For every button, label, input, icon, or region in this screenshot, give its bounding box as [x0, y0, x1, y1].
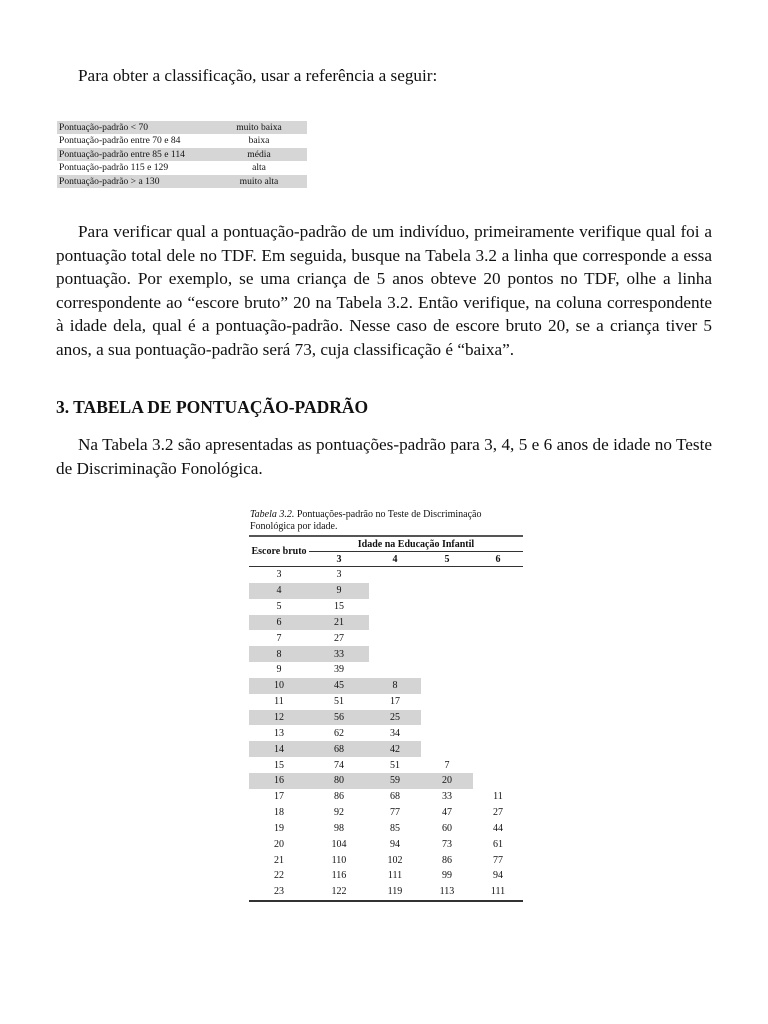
table-row — [249, 852, 523, 868]
reference-range: Pontuação-padrão entre 70 e 84 — [59, 135, 181, 147]
raw-score-cell: 15 — [274, 759, 284, 771]
standard-score-cell — [473, 646, 523, 662]
table-row — [249, 836, 523, 852]
standard-score-cell: 44 — [493, 822, 503, 834]
standard-score-cell — [473, 678, 523, 694]
raw-score-cell: 21 — [274, 854, 284, 866]
standard-score-cell — [421, 662, 473, 678]
standard-score-cell: 21 — [309, 615, 369, 631]
standard-score-cell: 25 — [369, 710, 421, 726]
standard-score-cell: 39 — [334, 664, 344, 676]
table-row — [249, 630, 523, 646]
reference-row — [57, 161, 307, 174]
table-row — [249, 725, 523, 741]
table-caption-label: Tabela 3.2. — [250, 509, 295, 520]
standard-score-cell: 11 — [493, 791, 503, 803]
reference-range: Pontuação-padrão entre 85 e 114 — [59, 148, 185, 160]
standard-score-cell — [369, 646, 421, 662]
standard-score-cell — [369, 599, 421, 615]
raw-score-cell: 20 — [274, 838, 284, 850]
raw-score-cell: 23 — [274, 886, 284, 898]
standard-score-cell: 94 — [390, 838, 400, 850]
raw-score-cell: 6 — [249, 615, 309, 631]
standard-score-cell: 20 — [421, 773, 473, 789]
table-row — [249, 662, 523, 678]
reference-class: baixa — [248, 135, 270, 147]
intro-paragraph: Para obter a classificação, usar a referência a seguir: — [78, 66, 438, 85]
standard-score-cell: 51 — [390, 759, 400, 771]
reference-row — [57, 148, 307, 161]
raw-score-header: Escore bruto — [249, 536, 309, 567]
standard-score-cell — [369, 615, 421, 631]
standard-score-cell: 56 — [309, 710, 369, 726]
standard-score-cell: 77 — [493, 854, 503, 866]
table-row — [249, 868, 523, 884]
standard-score-cell: 119 — [387, 886, 403, 898]
table-row — [249, 805, 523, 821]
reference-class: muito baixa — [236, 122, 282, 133]
raw-score-cell: 4 — [249, 583, 309, 599]
age-group-header: Idade na Educação Infantil — [309, 536, 523, 552]
standard-score-cell: 85 — [390, 822, 400, 834]
age-column-header: 6 — [473, 552, 523, 567]
standard-score-cell: 116 — [331, 870, 347, 882]
reference-class: média — [247, 148, 271, 160]
table-row — [249, 599, 523, 615]
standard-score-cell: 92 — [334, 807, 344, 819]
standard-score-cell: 62 — [334, 727, 344, 739]
classification-reference-table — [57, 121, 307, 188]
raw-score-cell: 22 — [274, 870, 284, 882]
raw-score-cell: 10 — [249, 678, 309, 694]
standard-score-cell — [369, 567, 421, 583]
standard-score-cell: 17 — [390, 696, 400, 708]
standard-score-cell — [369, 583, 421, 599]
standard-score-cell — [369, 630, 421, 646]
standard-score-cell: 122 — [331, 886, 347, 898]
standard-score-cell: 111 — [387, 870, 403, 882]
standard-score-cell — [421, 567, 473, 583]
table-row — [249, 773, 523, 789]
standard-score-cell — [473, 741, 523, 757]
standard-score-cell: 51 — [334, 696, 344, 708]
reference-row — [57, 134, 307, 147]
standard-score-cell: 61 — [493, 838, 503, 850]
raw-score-cell: 17 — [274, 791, 284, 803]
standard-score-cell: 68 — [390, 791, 400, 803]
standard-score-cell: 111 — [490, 886, 506, 898]
standard-score-cell: 34 — [390, 727, 400, 739]
standard-score-cell — [473, 757, 523, 773]
reference-row — [57, 121, 307, 134]
standard-score-cell: 7 — [444, 759, 450, 771]
standard-score-cell — [473, 725, 523, 741]
reference-range: Pontuação-padrão 115 e 129 — [59, 162, 169, 174]
standard-score-cell — [421, 710, 473, 726]
standard-score-cell — [473, 615, 523, 631]
standard-score-cell: 15 — [334, 601, 344, 613]
table-intro-paragraph: Na Tabela 3.2 são apresentadas as pontuações-padrão para 3, 4, 5 e 6 anos de idade no Teste de Discriminação Fonológica. — [56, 435, 712, 478]
raw-score-cell: 8 — [249, 646, 309, 662]
table-row — [249, 694, 523, 710]
raw-score-cell: 13 — [274, 727, 284, 739]
standard-score-cell — [369, 662, 421, 678]
table-row — [249, 710, 523, 726]
standard-score-cell: 27 — [334, 632, 344, 644]
table-row — [249, 583, 523, 599]
standard-score-cell — [421, 678, 473, 694]
raw-score-cell: 3 — [276, 569, 282, 581]
standard-score-cell — [421, 741, 473, 757]
table-caption-text: Pontuações-padrão no Teste de Discriminação Fonológica por idade. — [250, 509, 482, 532]
standard-score-cell: 98 — [334, 822, 344, 834]
standard-score-cell: 102 — [387, 854, 403, 866]
table-caption — [249, 509, 523, 533]
standard-score-cell — [421, 630, 473, 646]
standard-score-cell: 9 — [309, 583, 369, 599]
standard-score-cell — [421, 583, 473, 599]
raw-score-cell: 19 — [274, 822, 284, 834]
standard-score-cell — [473, 583, 523, 599]
age-column-header: 4 — [369, 552, 421, 567]
standard-score-table — [249, 535, 523, 902]
reference-range: Pontuação-padrão > a 130 — [59, 175, 160, 187]
reference-row — [57, 175, 307, 188]
table-row — [249, 821, 523, 837]
score-table-figure — [249, 509, 523, 902]
table-row — [249, 678, 523, 694]
standard-score-cell: 99 — [442, 870, 452, 882]
standard-score-cell — [473, 662, 523, 678]
raw-score-cell: 14 — [249, 741, 309, 757]
standard-score-cell: 59 — [369, 773, 421, 789]
standard-score-cell: 80 — [309, 773, 369, 789]
standard-score-cell: 74 — [334, 759, 344, 771]
table-row — [249, 757, 523, 773]
standard-score-cell — [473, 599, 523, 615]
raw-score-cell: 9 — [276, 664, 282, 676]
table-row — [249, 615, 523, 631]
standard-score-cell: 60 — [442, 822, 452, 834]
standard-score-cell — [421, 646, 473, 662]
raw-score-cell: 7 — [276, 632, 282, 644]
raw-score-cell: 11 — [274, 696, 284, 708]
raw-score-cell: 5 — [276, 601, 282, 613]
standard-score-cell — [421, 725, 473, 741]
standard-score-cell: 94 — [493, 870, 503, 882]
standard-score-cell: 33 — [309, 646, 369, 662]
table-row — [249, 884, 523, 901]
standard-score-cell — [421, 599, 473, 615]
standard-score-cell — [473, 630, 523, 646]
standard-score-cell: 68 — [309, 741, 369, 757]
standard-score-cell — [421, 694, 473, 710]
standard-score-cell: 77 — [390, 807, 400, 819]
age-column-header: 5 — [421, 552, 473, 567]
standard-score-cell: 104 — [331, 838, 347, 850]
standard-score-cell: 86 — [334, 791, 344, 803]
raw-score-cell: 12 — [249, 710, 309, 726]
standard-score-cell: 110 — [331, 854, 347, 866]
standard-score-cell — [421, 615, 473, 631]
raw-score-cell: 16 — [249, 773, 309, 789]
standard-score-cell: 86 — [442, 854, 452, 866]
standard-score-cell: 33 — [442, 791, 452, 803]
standard-score-cell: 45 — [309, 678, 369, 694]
section-heading: 3. TABELA DE PONTUAÇÃO-PADRÃO — [56, 397, 369, 417]
table-row — [249, 646, 523, 662]
standard-score-cell: 42 — [369, 741, 421, 757]
reference-range: Pontuação-padrão < 70 — [59, 122, 149, 133]
standard-score-cell — [473, 567, 523, 583]
raw-score-cell: 18 — [274, 807, 284, 819]
standard-score-cell: 8 — [369, 678, 421, 694]
standard-score-cell: 27 — [493, 807, 503, 819]
table-row — [249, 741, 523, 757]
table-row — [249, 789, 523, 805]
reference-class: muito alta — [239, 175, 279, 187]
standard-score-cell — [473, 710, 523, 726]
age-column-header: 3 — [309, 552, 369, 567]
table-row — [249, 567, 523, 583]
reference-class: alta — [252, 162, 266, 174]
standard-score-cell — [473, 773, 523, 789]
standard-score-cell: 47 — [442, 807, 452, 819]
standard-score-cell: 73 — [442, 838, 452, 850]
standard-score-cell: 113 — [439, 886, 455, 898]
standard-score-cell: 3 — [336, 569, 342, 581]
standard-score-cell — [473, 694, 523, 710]
verify-paragraph: Para verificar qual a pontuação-padrão de um indivíduo, primeiramente verifique qual foi a pontuação total dele no TDF. Em seguida, busque na Tabela 3.2 a linha que corresponde a essa pontuação. Por exemplo, se uma criança de 5 anos obteve 20 pontos no TDF, olhe a linha correspondente ao “escore bruto” 20 na Tabela 3.2. Então verifique, na coluna correspondente à idade dela, qual é a pontuação-padrão. Nesse caso de escore bruto 20, se a criança tiver 5 anos, a sua pontuação-padrão será 73, cuja classificação é “baixa”. — [56, 222, 712, 359]
